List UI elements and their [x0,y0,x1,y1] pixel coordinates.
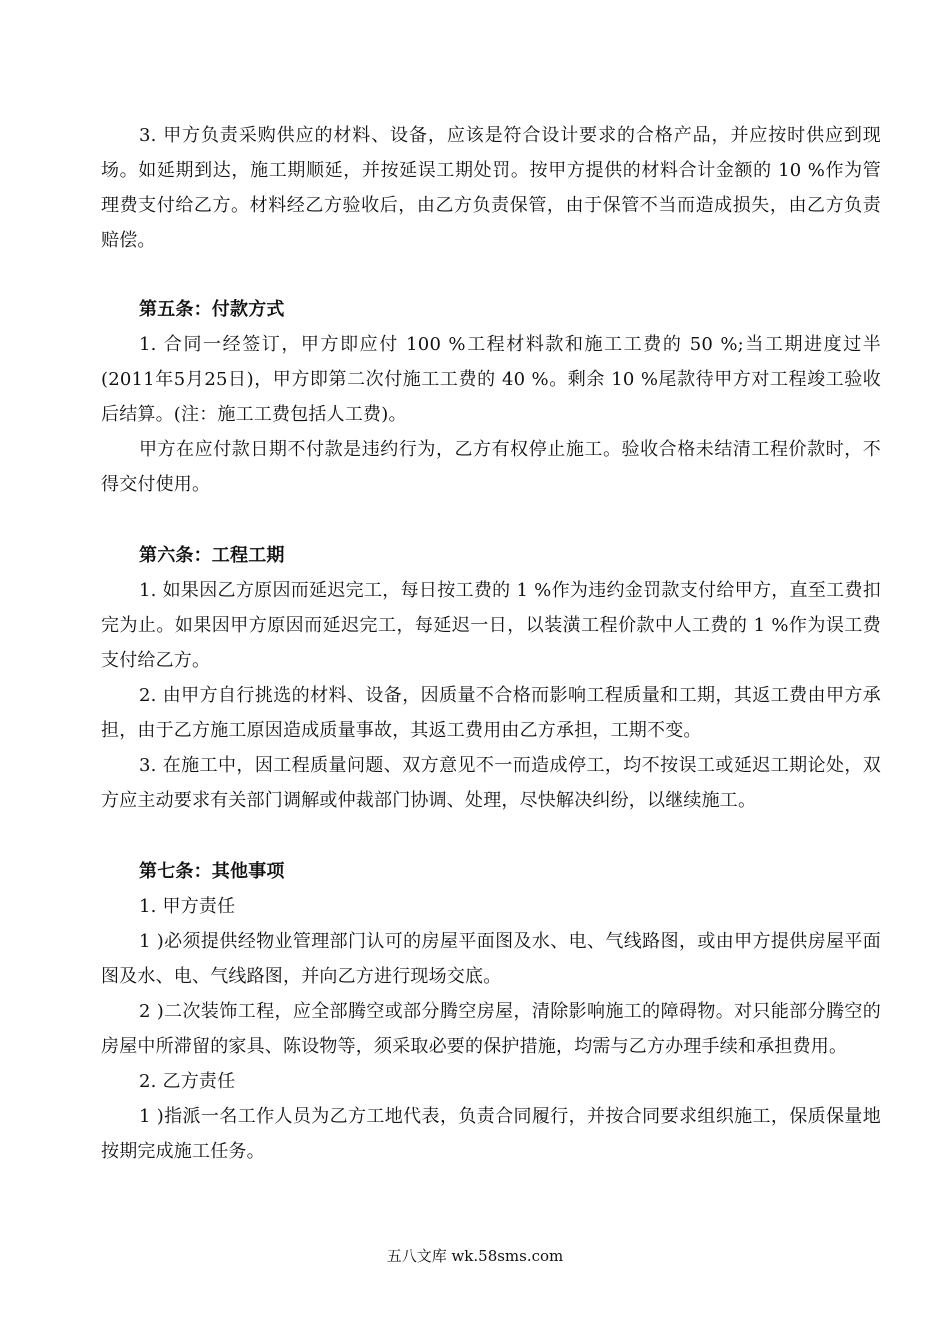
document-body [101,118,881,1169]
section-spacer [101,258,881,292]
section-spacer [101,818,881,854]
clause-4-item-3: 3. 甲方负责采购供应的材料、设备，应该是符合设计要求的合格产品，并应按时供应到现场。如延期到达，施工期顺延，并按延误工期处罚。按甲方提供的材料合计金额的 10 %作为管理费支付给乙方。材料经乙方验收后，由乙方负责保管，由于保管不当而造成损失，由乙方负责赔偿。 [101,125,881,251]
clause-6-item-1: 1. 如果因乙方原因而延迟完工，每日按工费的 1 %作为违约金罚款支付给甲方，直至工费扣完为止。如果因甲方原因而延迟完工，每延迟一日，以装潢工程价款中人工费的 1 %作为误工费支付给乙方。 [101,580,881,671]
clause-7-sub-2-item-1: 1 )指派一名工作人员为乙方工地代表，负责合同履行，并按合同要求组织施工，保质保量地按期完成施工任务。 [101,1106,881,1162]
clause-6-item-2: 2. 由甲方自行挑选的材料、设备，因质量不合格而影响工程质量和工期，其返工费由甲方承担，由于乙方施工原因造成质量事故，其返工费用由乙方承担，工期不变。 [101,685,881,741]
clause-5-paragraph-2: 甲方在应付款日期不付款是违约行为，乙方有权停止施工。验收合格未结清工程价款时，不得交付使用。 [101,439,881,495]
clause-7-sub-1-item-2: 2 )二次装饰工程，应全部腾空或部分腾空房屋，清除影响施工的障碍物。对只能部分腾空的房屋中所滞留的家具、陈设物等，须采取必要的保护措施，均需与乙方办理手续和承担费用。 [101,1001,881,1057]
section-5-heading: 第五条：付款方式 [139,299,285,320]
page-footer: 五八文库 wk.58sms.com [386,1247,564,1265]
section-spacer [101,502,881,538]
clause-7-sub-2: 2. 乙方责任 [139,1071,236,1092]
clause-7-sub-1-item-1: 1 )必须提供经物业管理部门认可的房屋平面图及水、电、气线路图，或由甲方提供房屋平面图及水、电、气线路图，并向乙方进行现场交底。 [101,931,881,987]
section-7-heading: 第七条：其他事项 [139,861,285,882]
clause-7-sub-1: 1. 甲方责任 [139,896,236,917]
clause-6-item-3: 3. 在施工中，因工程质量问题、双方意见不一而造成停工，均不按误工或延迟工期论处，双方应主动要求有关部门调解或仲裁部门协调、处理，尽快解决纠纷，以继续施工。 [101,755,881,811]
clause-5-item-1: 1. 合同一经签订，甲方即应付 100 %工程材料款和施工工费的 50 %;当工期进度过半(2011年5月25日)，甲方即第二次付施工工费的 40 %。剩余 10 %尾款待甲方对工程竣工验收后结算。(注：施工工费包括人工费)。 [101,334,881,425]
section-6-heading: 第六条：工程工期 [139,545,285,566]
